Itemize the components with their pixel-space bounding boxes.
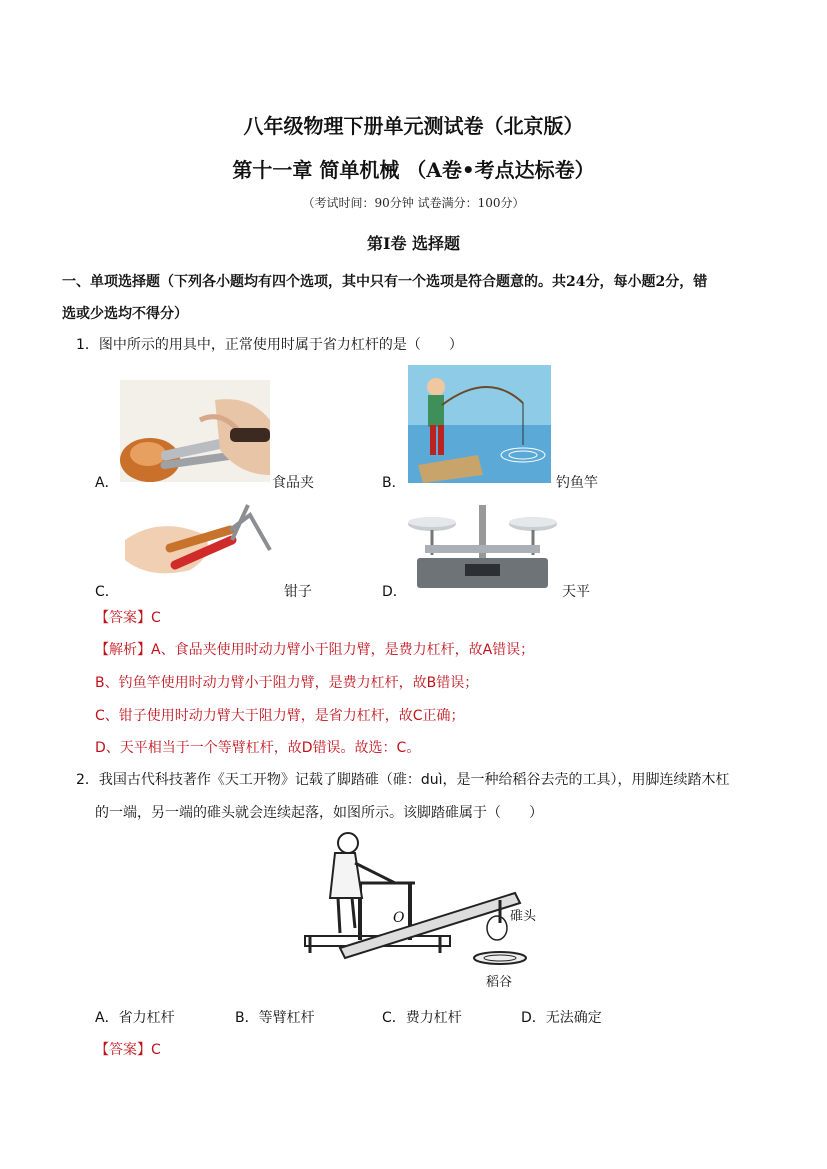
part-title: 第Ⅰ卷 选择题 (366, 234, 461, 253)
q1-option-a-letter: A． (95, 475, 119, 491)
section-heading (62, 266, 762, 330)
food-tongs-image (120, 380, 270, 482)
q1-analysis-line2: B、钓鱼竿使用时动力臂小于阻力臂，是费力杠杆，故B错误； (95, 675, 479, 691)
q2-option-b: B．等臂杠杆 (235, 1010, 315, 1026)
answer-value: C (151, 610, 161, 626)
foot-pestle-figure (300, 828, 550, 993)
fishing-rod-image (408, 365, 551, 483)
q1-analysis-line3: C、钳子使用时动力臂大于阻力臂，是省力杠杆，故C正确； (95, 708, 465, 724)
section-heading-line2: 选或少选均不得分） (62, 306, 188, 322)
q2-option-c: C．费力杠杆 (382, 1010, 462, 1026)
document-title: 八年级物理下册单元测试卷（北京版） (243, 114, 584, 138)
q2-stem-line1: 2．我国古代科技著作《天工开物》记载了脚踏碓（碓：duì，是一种给稻谷去壳的工具），用脚连续踏木杠 (76, 772, 730, 788)
q2-option-d: D．无法确定 (521, 1010, 602, 1026)
analysis-tag: 【解析】 (95, 642, 151, 658)
balance-scale-image (405, 500, 560, 592)
q1-answer (95, 607, 161, 627)
answer-tag: 【答案】 (95, 610, 151, 626)
q1-stem: 1．图中所示的用具中，正常使用时属于省力杠杆的是（ ） (76, 337, 463, 353)
chapter-subtitle: 第十一章 简单机械 （A卷•考点达标卷） (232, 158, 595, 182)
q1-option-c-letter: C． (95, 584, 119, 600)
q2-answer (95, 1039, 161, 1059)
pestle-head-label: 碓头 (510, 909, 537, 924)
section-heading-line1: 一、单项选择题（下列各小题均有四个选项，其中只有一个选项是符合题意的。共24分，每小题2分，错 (62, 274, 708, 290)
analysis-text: A、食品夹使用时动力臂小于阻力臂，是费力杠杆，故A错误； (151, 642, 535, 658)
answer-tag: 【答案】 (95, 1042, 151, 1058)
q1-option-b-letter: B． (382, 475, 406, 491)
q2-option-a: A．省力杠杆 (95, 1010, 175, 1026)
answer-value: C (151, 1042, 161, 1058)
q2-stem-line2: 的一端，另一端的碓头就会连续起落，如图所示。该脚踏碓属于（ ） (95, 805, 543, 821)
q1-option-b-label: 钓鱼竿 (556, 475, 598, 491)
q1-option-d-label: 天平 (562, 584, 590, 600)
q1-option-c-label: 钳子 (284, 584, 312, 600)
q1-analysis-line4: D、天平相当于一个等臂杠杆，故D错误。故选：C。 (95, 740, 421, 756)
q1-analysis-line1 (95, 639, 534, 659)
pliers-image (120, 500, 280, 585)
pivot-label: O (393, 910, 405, 926)
exam-info: （考试时间：90分钟 试卷满分：100分） (302, 196, 525, 210)
grain-label: 稻谷 (486, 975, 513, 990)
q1-option-a-label: 食品夹 (272, 475, 314, 491)
q1-option-d-letter: D． (382, 584, 407, 600)
